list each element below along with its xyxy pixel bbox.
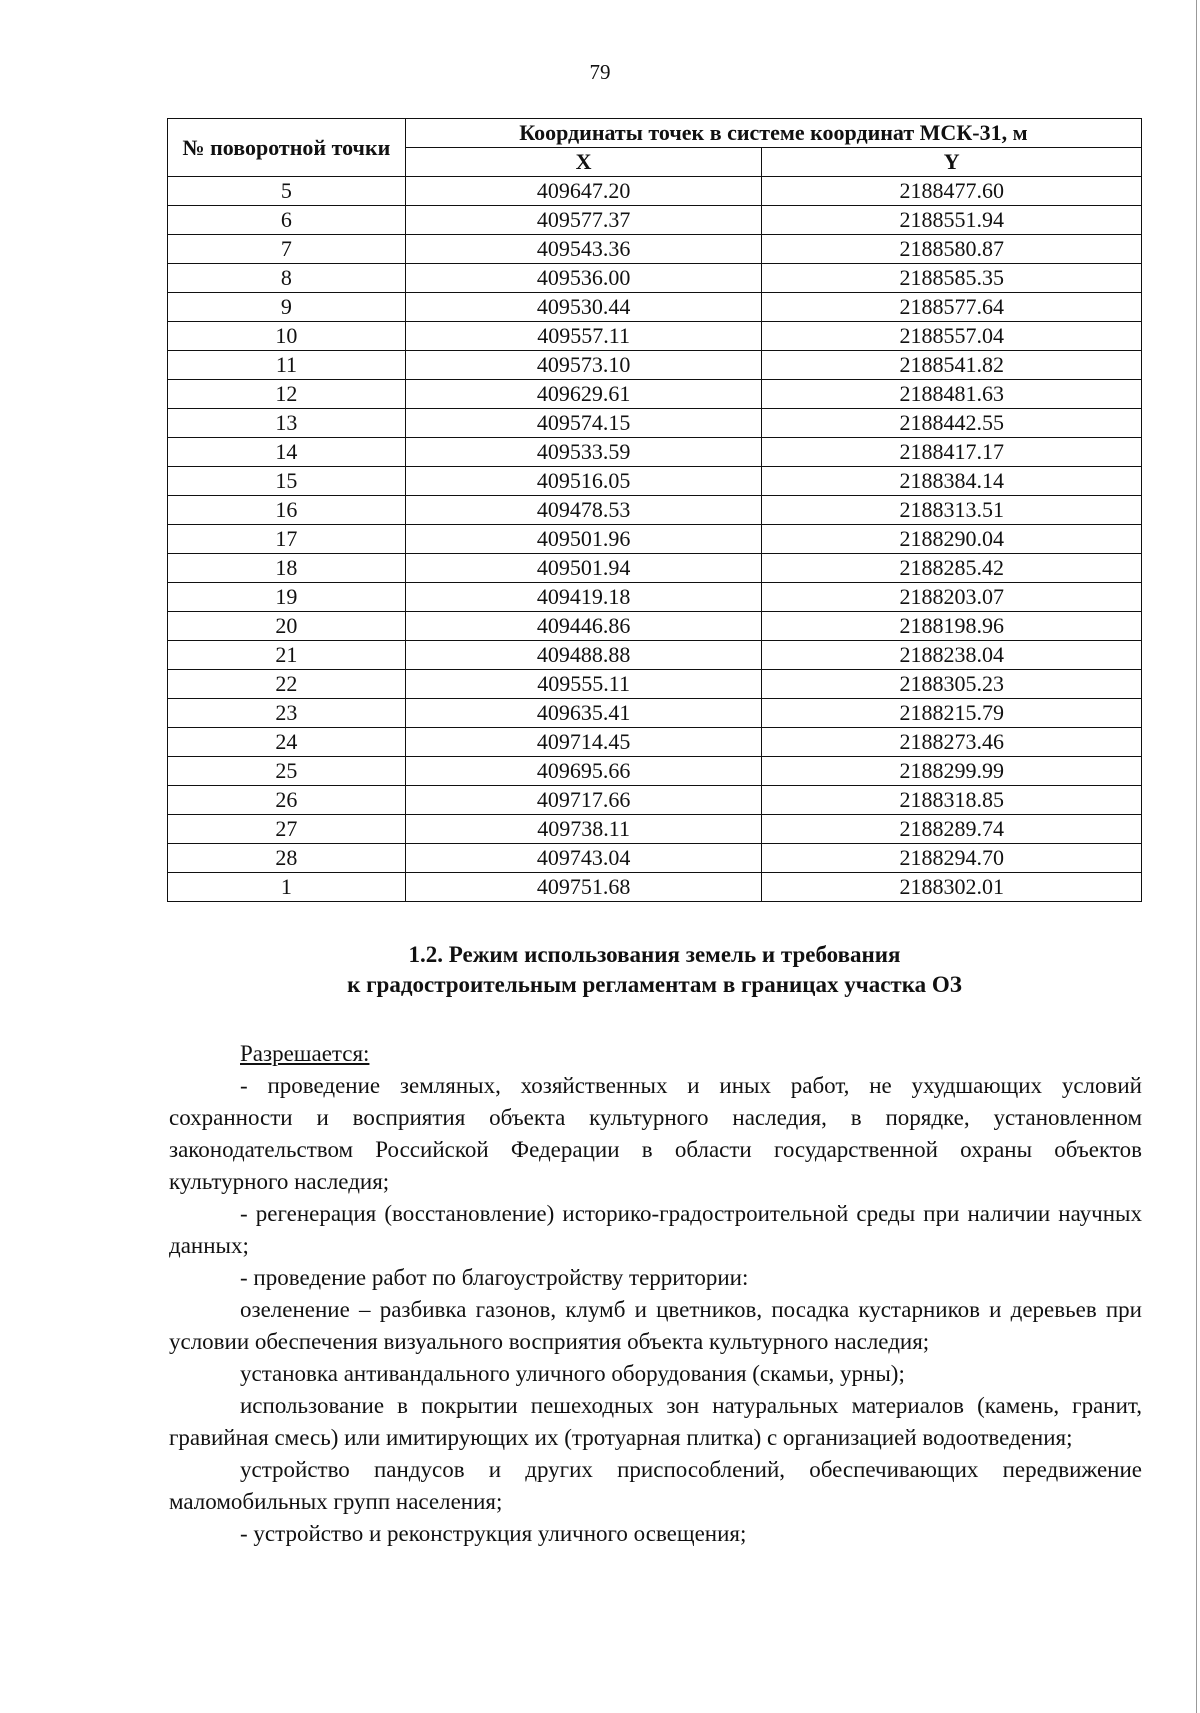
table-row [168, 380, 1142, 409]
point-number: 21 [168, 641, 406, 670]
point-number: 14 [168, 438, 406, 467]
paragraph: - устройство и реконструкция уличного освещения; [240, 1521, 747, 1546]
x-coordinate: 409478.53 [405, 496, 762, 525]
section-heading [167, 940, 1142, 1000]
y-coordinate: 2188294.70 [762, 844, 1142, 873]
point-number: 11 [168, 351, 406, 380]
point-number: 6 [168, 206, 406, 235]
point-number: 10 [168, 322, 406, 351]
table-row [168, 496, 1142, 525]
table-row [168, 264, 1142, 293]
x-coordinate: 409488.88 [405, 641, 762, 670]
y-coordinate: 2188302.01 [762, 873, 1142, 902]
header-y: Y [762, 148, 1142, 177]
paragraph: - регенерация (восстановление) историко-градостроительной среды при наличии научных данных; [169, 1201, 1142, 1258]
table-row [168, 235, 1142, 264]
y-coordinate: 2188289.74 [762, 815, 1142, 844]
section-body [169, 1038, 1142, 1550]
y-coordinate: 2188477.60 [762, 177, 1142, 206]
y-coordinate: 2188417.17 [762, 438, 1142, 467]
y-coordinate: 2188481.63 [762, 380, 1142, 409]
x-coordinate: 409501.96 [405, 525, 762, 554]
x-coordinate: 409516.05 [405, 467, 762, 496]
x-coordinate: 409738.11 [405, 815, 762, 844]
paragraph: установка антивандального уличного оборудования (скамьи, урны); [240, 1361, 905, 1386]
paragraph: устройство пандусов и других приспособлений, обеспечивающих передвижение маломобильных групп населения; [169, 1457, 1142, 1514]
x-coordinate: 409647.20 [405, 177, 762, 206]
heading-line-2: к градостроительным регламентам в границах участка ОЗ [347, 972, 962, 997]
y-coordinate: 2188238.04 [762, 641, 1142, 670]
y-coordinate: 2188580.87 [762, 235, 1142, 264]
point-number: 9 [168, 293, 406, 322]
point-number: 19 [168, 583, 406, 612]
table-row [168, 177, 1142, 206]
allowed-label: Разрешается: [240, 1041, 370, 1066]
x-coordinate: 409543.36 [405, 235, 762, 264]
point-number: 24 [168, 728, 406, 757]
x-coordinate: 409695.66 [405, 757, 762, 786]
table-row [168, 670, 1142, 699]
paragraph: - проведение земляных, хозяйственных и иных работ, не ухудшающих условий сохранности и восприятия объекта культурного наследия, в порядке, установленном законодательством Российской Федерации в области государственной охраны объектов культурного наследия; [169, 1073, 1142, 1194]
point-number: 22 [168, 670, 406, 699]
y-coordinate: 2188384.14 [762, 467, 1142, 496]
point-number: 18 [168, 554, 406, 583]
table-row [168, 844, 1142, 873]
header-coordinates: Координаты точек в системе координат МСК-31, м [405, 119, 1141, 148]
point-number: 26 [168, 786, 406, 815]
table-row [168, 873, 1142, 902]
x-coordinate: 409717.66 [405, 786, 762, 815]
y-coordinate: 2188551.94 [762, 206, 1142, 235]
scan-edge-line [1196, 0, 1197, 1713]
y-coordinate: 2188203.07 [762, 583, 1142, 612]
y-coordinate: 2188285.42 [762, 554, 1142, 583]
x-coordinate: 409574.15 [405, 409, 762, 438]
x-coordinate: 409533.59 [405, 438, 762, 467]
table-row [168, 467, 1142, 496]
y-coordinate: 2188442.55 [762, 409, 1142, 438]
x-coordinate: 409530.44 [405, 293, 762, 322]
point-number: 15 [168, 467, 406, 496]
x-coordinate: 409555.11 [405, 670, 762, 699]
y-coordinate: 2188273.46 [762, 728, 1142, 757]
point-number: 17 [168, 525, 406, 554]
table-row [168, 351, 1142, 380]
point-number: 20 [168, 612, 406, 641]
x-coordinate: 409751.68 [405, 873, 762, 902]
heading-line-1: 1.2. Режим использования земель и требования [408, 942, 901, 967]
x-coordinate: 409629.61 [405, 380, 762, 409]
table-row [168, 409, 1142, 438]
paragraph: - проведение работ по благоустройству территории: [240, 1265, 749, 1290]
table-row [168, 206, 1142, 235]
y-coordinate: 2188198.96 [762, 612, 1142, 641]
table-row [168, 728, 1142, 757]
paragraph: озеленение – разбивка газонов, клумб и цветников, посадка кустарников и деревьев при условии обеспечения визуального восприятия объекта культурного наследия; [169, 1297, 1142, 1354]
x-coordinate: 409635.41 [405, 699, 762, 728]
point-number: 8 [168, 264, 406, 293]
header-point-number: № поворотной точки [168, 119, 406, 177]
table-row [168, 612, 1142, 641]
y-coordinate: 2188215.79 [762, 699, 1142, 728]
table-row [168, 554, 1142, 583]
point-number: 7 [168, 235, 406, 264]
table-row [168, 583, 1142, 612]
x-coordinate: 409743.04 [405, 844, 762, 873]
table-row [168, 525, 1142, 554]
y-coordinate: 2188290.04 [762, 525, 1142, 554]
point-number: 16 [168, 496, 406, 525]
x-coordinate: 409577.37 [405, 206, 762, 235]
point-number: 5 [168, 177, 406, 206]
point-number: 25 [168, 757, 406, 786]
table-row [168, 322, 1142, 351]
coordinates-table [167, 118, 1142, 902]
table-row [168, 699, 1142, 728]
point-number: 1 [168, 873, 406, 902]
table-row [168, 786, 1142, 815]
y-coordinate: 2188577.64 [762, 293, 1142, 322]
x-coordinate: 409419.18 [405, 583, 762, 612]
y-coordinate: 2188557.04 [762, 322, 1142, 351]
y-coordinate: 2188541.82 [762, 351, 1142, 380]
x-coordinate: 409573.10 [405, 351, 762, 380]
x-coordinate: 409557.11 [405, 322, 762, 351]
point-number: 23 [168, 699, 406, 728]
header-x: X [405, 148, 762, 177]
table-row [168, 438, 1142, 467]
x-coordinate: 409501.94 [405, 554, 762, 583]
table-row [168, 815, 1142, 844]
y-coordinate: 2188305.23 [762, 670, 1142, 699]
paragraph: использование в покрытии пешеходных зон натуральных материалов (камень, гранит, гравийная смесь) или имитирующих их (тротуарная плитка) с организацией водоотведения; [169, 1393, 1142, 1450]
table-row [168, 757, 1142, 786]
y-coordinate: 2188318.85 [762, 786, 1142, 815]
table-row [168, 641, 1142, 670]
x-coordinate: 409446.86 [405, 612, 762, 641]
x-coordinate: 409714.45 [405, 728, 762, 757]
y-coordinate: 2188299.99 [762, 757, 1142, 786]
y-coordinate: 2188585.35 [762, 264, 1142, 293]
point-number: 12 [168, 380, 406, 409]
point-number: 28 [168, 844, 406, 873]
point-number: 13 [168, 409, 406, 438]
page-number: 79 [589, 60, 611, 84]
y-coordinate: 2188313.51 [762, 496, 1142, 525]
table-row [168, 293, 1142, 322]
x-coordinate: 409536.00 [405, 264, 762, 293]
point-number: 27 [168, 815, 406, 844]
